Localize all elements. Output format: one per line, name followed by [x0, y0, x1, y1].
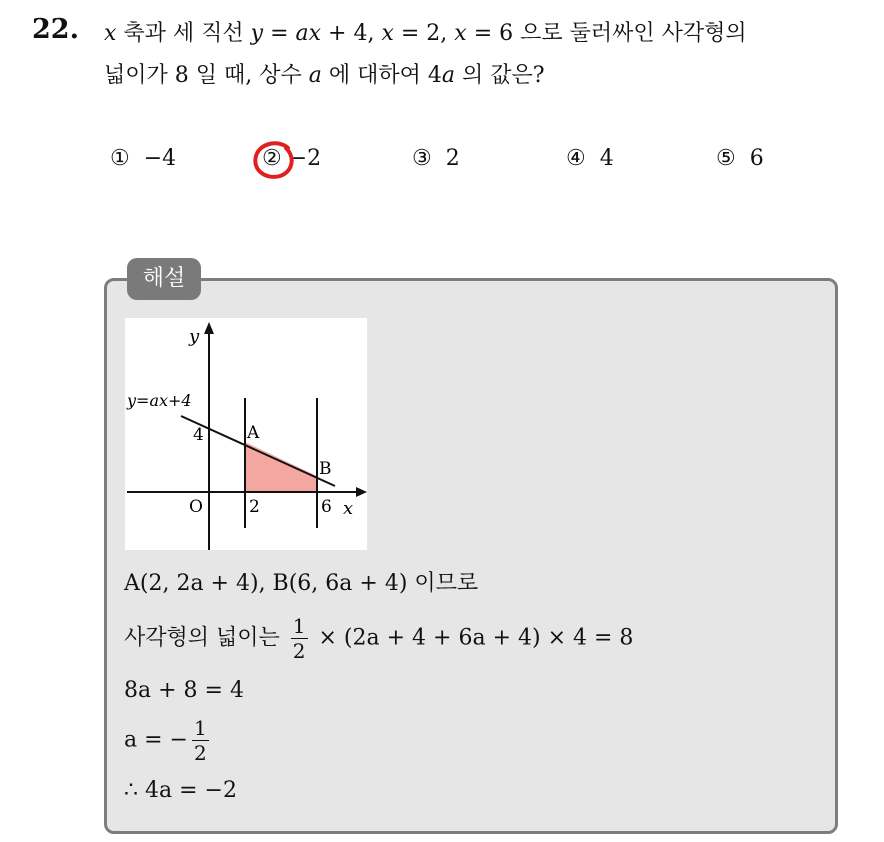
question-text-line2 [104, 58, 545, 89]
line-label: y=ax+4 [127, 391, 192, 410]
text-seg: × (2a + 4 + 6a + 4) × 4 = 8 [318, 625, 634, 651]
fraction-half [192, 716, 209, 765]
frac-den: 2 [292, 639, 306, 663]
y-axis-label: y [189, 326, 200, 347]
text-seg: + 4, [321, 21, 382, 46]
choice-value: −2 [288, 146, 322, 171]
choice-mark: ① [110, 146, 130, 171]
frac-num: 1 [292, 614, 306, 638]
choice-value: 6 [749, 146, 764, 171]
var-x: x [104, 21, 117, 46]
solution-step-5: ∴ 4a = −2 [124, 778, 237, 803]
point-b-label: B [319, 459, 332, 479]
choice-1[interactable] [110, 146, 176, 171]
fraction-half [291, 614, 308, 663]
x-axis-label: x [343, 498, 354, 519]
text-seg: 에 대하여 4 [321, 63, 442, 88]
choice-value: 4 [599, 146, 614, 171]
choice-mark: ⑤ [716, 146, 736, 171]
solution-step-1: A(2, 2a + 4), B(6, 6a + 4) 이므로 [124, 571, 479, 596]
question-text-line1 [104, 16, 747, 47]
var-a: a [441, 63, 455, 88]
var-y: y [250, 21, 264, 46]
choice-mark: ② [262, 146, 282, 171]
answer-circle-mark [250, 138, 300, 184]
solution-tab: 해설 [127, 258, 201, 300]
text-seg: 사각형의 넓이는 [124, 625, 280, 651]
tick-label-2: 2 [249, 497, 260, 517]
var-x: x [381, 21, 394, 46]
var-x: x [454, 21, 467, 46]
var-ax: ax [295, 21, 322, 46]
choice-mark: ③ [412, 146, 432, 171]
choice-3[interactable] [412, 146, 460, 171]
text-seg: 축과 세 직선 [116, 21, 251, 46]
solution-step-2 [124, 614, 633, 663]
origin-label: O [189, 497, 203, 517]
tick-label-6: 6 [321, 497, 332, 517]
text-seg: = 6 으로 둘러싸인 사각형의 [466, 21, 747, 46]
choice-mark: ④ [566, 146, 586, 171]
text-seg: = [263, 21, 296, 46]
choice-4[interactable] [566, 146, 614, 171]
choice-value: −4 [143, 146, 177, 171]
frac-den: 2 [193, 741, 207, 765]
point-a-label: A [247, 423, 260, 443]
choice-value: 2 [445, 146, 460, 171]
text-seg: a = − [124, 727, 188, 753]
text-seg: 의 값은? [454, 63, 545, 88]
choice-5[interactable] [716, 146, 764, 171]
tick-label-4: 4 [193, 425, 204, 445]
solution-step-3: 8a + 8 = 4 [124, 678, 244, 703]
var-a: a [308, 63, 322, 88]
question-number: 22. [32, 14, 79, 45]
frac-num: 1 [193, 716, 207, 740]
solution-step-4 [124, 716, 213, 765]
solution-graph [125, 318, 367, 550]
text-seg: = 2, [393, 21, 455, 46]
text-seg: 넓이가 8 일 때, 상수 [104, 63, 309, 88]
